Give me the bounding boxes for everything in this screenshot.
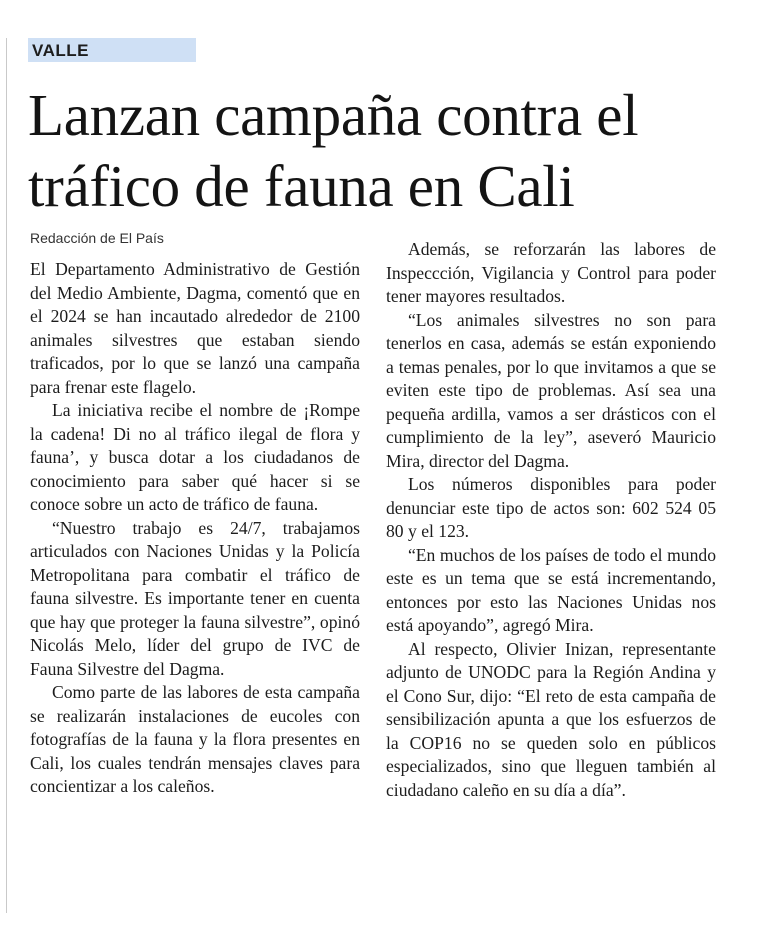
paragraph: Como parte de las labores de esta campaña se realizarán instalaciones de eucoles con fotografías de la fauna y la flora presentes en Cali, los cuales tendrán mensajes claves para concientizar a los caleños. xyxy=(30,682,360,796)
paragraph: “Los animales silvestres no son para tenerlos en casa, además se están exponiendo a temas penales, por lo que invitamos a que se eviten este tipo de problemas. Así sea una pequeña ardilla, vamos a ser drásticos con el cumplimiento de la ley”, aseveró Mauricio Mira, director del Dagma. xyxy=(386,309,716,471)
article-column-left xyxy=(30,258,360,799)
article-column-right xyxy=(386,238,716,802)
page-edge-rule xyxy=(6,38,7,913)
paragraph: Al respecto, Olivier Inizan, representante adjunto de UNODC para la Región Andina y el Cono Sur, dijo: “El reto de esta campaña de sensibilización apunta a que los esfuerzos de la COP16 no se queden solo en públicos especializados, sino que lleguen también al ciudadano caleño en su día a día”. xyxy=(386,638,716,800)
headline: Lanzan campaña contra el tráfico de fauna en Cali xyxy=(28,82,639,219)
paragraph: “En muchos de los países de todo el mundo este es un tema que se está incrementando, entonces por esto las Naciones Unidas nos está apoyando”, agregó Mira. xyxy=(386,544,716,635)
paragraph: Además, se reforzarán las labores de Inspeccción, Vigilancia y Control para poder tener mayores resultados. xyxy=(386,239,716,306)
paragraph: El Departamento Administrativo de Gestión del Medio Ambiente, Dagma, comentó que en el 2024 se han incautado alrededor de 2100 animales silvestres que estaban siendo traficados, por lo que se lanzó una campaña para frenar este flagelo. xyxy=(30,259,360,397)
paragraph: Los números disponibles para poder denunciar este tipo de actos son: 602 524 05 80 y el 123. xyxy=(386,474,716,541)
paragraph: “Nuestro trabajo es 24/7, trabajamos articulados con Naciones Unidas y la Policía Metropolitana para combatir el tráfico de fauna silvestre. Es importante tener en cuenta que hay que proteger la fauna silvestre”, opinó Nicolás Melo, líder del grupo de IVC de Fauna Silvestre del Dagma. xyxy=(30,517,360,679)
byline: Redacción de El País xyxy=(30,230,164,246)
section-tag: VALLE xyxy=(28,38,196,62)
paragraph: La iniciativa recibe el nombre de ¡Rompe la cadena! Di no al tráfico ilegal de flora y fauna’, y busca dotar a los ciudadanos de conocimiento para saber qué hacer si se conoce sobre un acto de tráfico de fauna. xyxy=(30,400,360,514)
